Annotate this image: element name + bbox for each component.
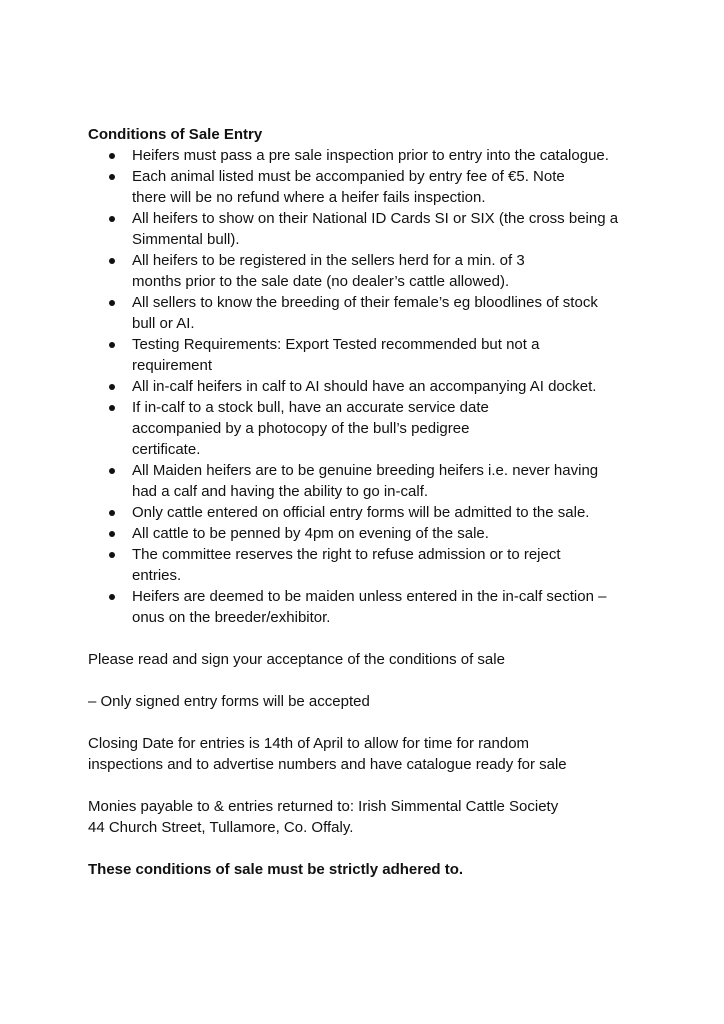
list-item-text: All heifers to show on their National ID Cards SI or SIX (the cross being a Simmental bull). (132, 210, 619, 248)
final-notice: These conditions of sale must be strictly adhered to. (88, 861, 464, 878)
list-item-text: All sellers to know the breeding of their female’s eg bloodlines of stock bull or AI. (132, 294, 598, 332)
bullet-icon (109, 405, 115, 411)
bullet-icon (109, 510, 115, 516)
list-item-text: All heifers to be registered in the sellers herd for a min. of 3 months prior to the sale date (no dealer’s cattle allowed). (132, 252, 525, 290)
spacer (88, 712, 648, 733)
payment-address-paragraph: Monies payable to & entries returned to: Irish Simmental Cattle Society 44 Church Street, Tullamore, Co. Offaly. (88, 798, 559, 836)
bullet-icon (109, 468, 115, 474)
bullet-icon (109, 531, 115, 537)
list-item-text: The committee reserves the right to refuse admission or to reject entries. (132, 546, 561, 584)
document-body (88, 124, 648, 880)
list-item-text: Each animal listed must be accompanied by entry fee of €5. Note there will be no refund where a heifer fails inspection. (132, 168, 565, 206)
list-item (88, 292, 648, 334)
bullet-icon (109, 258, 115, 264)
list-item (88, 376, 648, 397)
list-item (88, 523, 648, 544)
list-item (88, 502, 648, 523)
list-item-text: Heifers are deemed to be maiden unless entered in the in-calf section – onus on the breeder/exhibitor. (132, 588, 607, 626)
list-item-text: If in-calf to a stock bull, have an accurate service date accompanied by a photocopy of the bull’s pedigree certificate. (132, 399, 489, 458)
list-item-text: Only cattle entered on official entry forms will be admitted to the sale. (132, 504, 590, 521)
sign-notice: Please read and sign your acceptance of the conditions of sale (88, 651, 505, 668)
list-item (88, 250, 648, 292)
list-item (88, 586, 648, 628)
spacer (88, 775, 648, 796)
spacer (88, 838, 648, 859)
bullet-icon (109, 384, 115, 390)
list-item (88, 334, 648, 376)
list-item (88, 208, 648, 250)
bullet-icon (109, 216, 115, 222)
list-item-text: Testing Requirements: Export Tested recommended but not a requirement (132, 336, 540, 374)
list-item (88, 544, 648, 586)
bullet-icon (109, 552, 115, 558)
bullet-icon (109, 174, 115, 180)
list-item (88, 460, 648, 502)
list-item (88, 166, 648, 208)
bullet-icon (109, 153, 115, 159)
spacer (88, 670, 648, 691)
signed-only-notice: – Only signed entry forms will be accepted (88, 693, 370, 710)
list-item-text: All in-calf heifers in calf to AI should have an accompanying AI docket. (132, 378, 597, 395)
closing-date-paragraph: Closing Date for entries is 14th of April to allow for time for random inspections and to advertise numbers and have catalogue ready for sale (88, 735, 567, 773)
conditions-list (88, 145, 648, 628)
section-heading: Conditions of Sale Entry (88, 126, 263, 143)
bullet-icon (109, 594, 115, 600)
list-item (88, 145, 648, 166)
list-item (88, 397, 648, 460)
list-item-text: All Maiden heifers are to be genuine breeding heifers i.e. never having had a calf and having the ability to go in-calf. (132, 462, 599, 500)
bullet-icon (109, 300, 115, 306)
list-item-text: Heifers must pass a pre sale inspection prior to entry into the catalogue. (132, 147, 609, 164)
bullet-icon (109, 342, 115, 348)
list-item-text: All cattle to be penned by 4pm on evening of the sale. (132, 525, 489, 542)
spacer (88, 628, 648, 649)
